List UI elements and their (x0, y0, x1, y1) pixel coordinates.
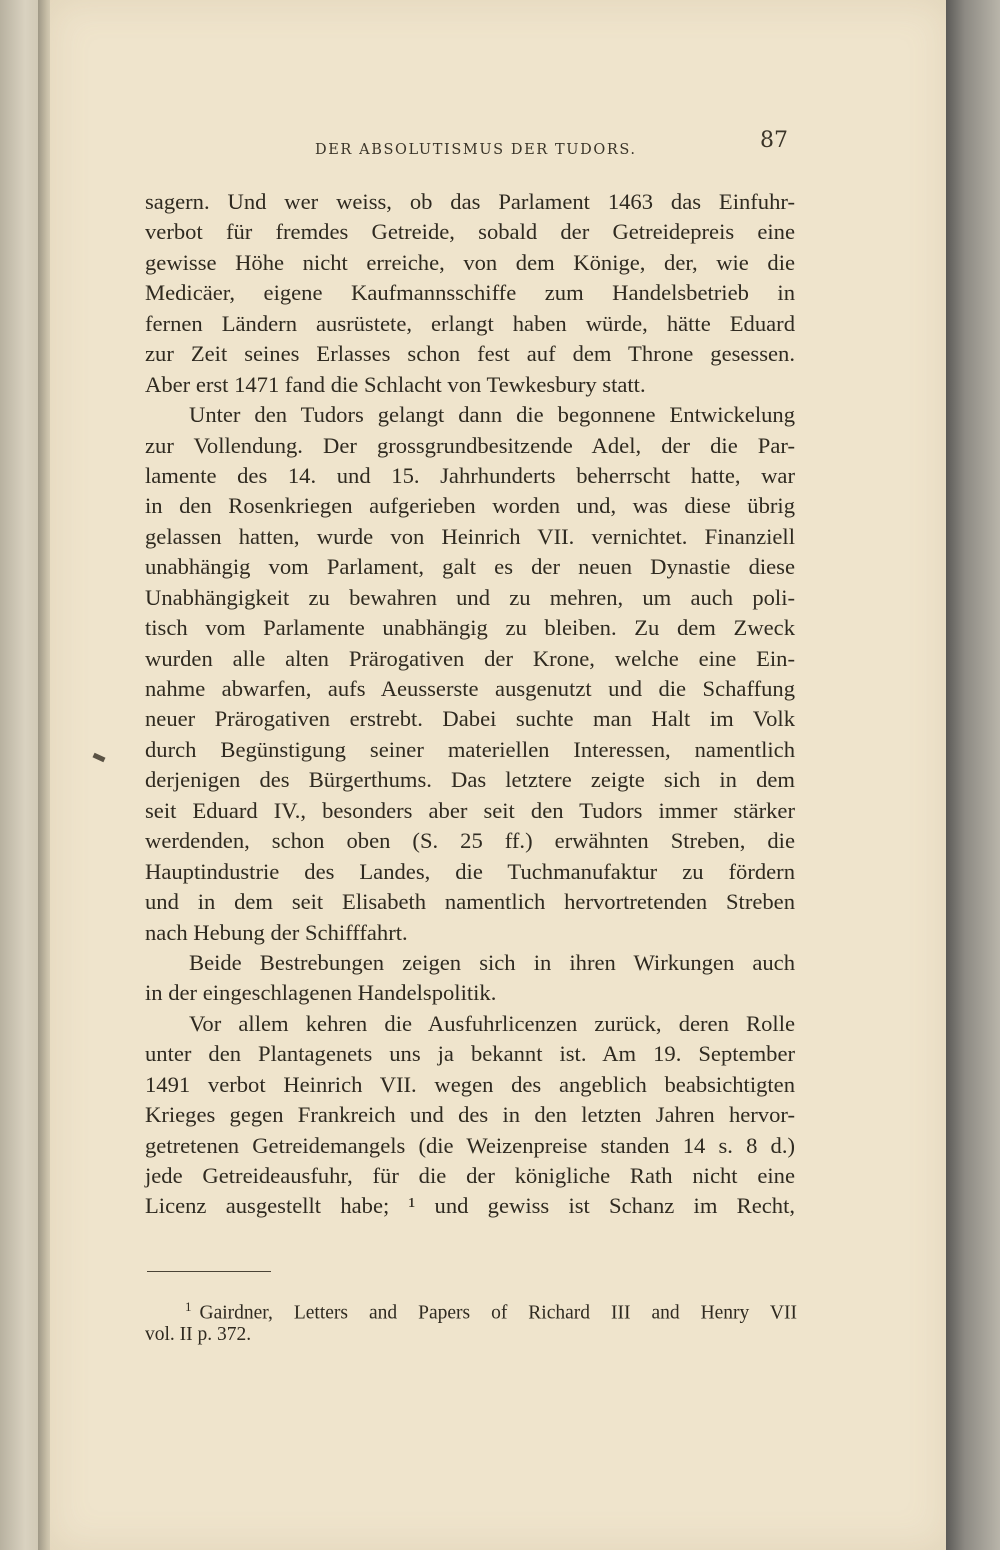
text-line: und in dem seit Elisabeth namentlich hervortretenden Streben (145, 889, 795, 915)
text-line: Unabhängigkeit zu bewahren und zu mehren, um auch poli- (145, 584, 795, 610)
text-line: gelassen hatten, wurde von Heinrich VII. vernichtet. Finanziell (145, 523, 795, 549)
text-line: Krieges gegen Frankreich und des in den letzten Jahren hervor- (145, 1102, 795, 1128)
text-line: werdenden, schon oben (S. 25 ff.) erwähnten Streben, die (145, 828, 795, 854)
text-line: Unter den Tudors gelangt dann die begonnene Entwickelung (189, 402, 795, 428)
footnote-line: vol. II p. 372. (145, 1324, 252, 1345)
page-number: 87 (760, 128, 788, 153)
text-line: Hauptindustrie des Landes, die Tuchmanufaktur zu fördern (145, 858, 795, 884)
text-line: zur Vollendung. Der grossgrundbesitzende Adel, der die Par- (145, 432, 795, 458)
page-stack-edge (946, 0, 1000, 1550)
text-line: tisch vom Parlamente unabhängig zu bleiben. Zu dem Zweck (145, 615, 795, 641)
text-line: unabhängig vom Parlament, galt es der neuen Dynastie diese (145, 554, 795, 580)
text-line: Licenz ausgestellt habe; ¹ und gewiss ist Schanz im Recht, (145, 1193, 795, 1219)
text-line: Beide Bestrebungen zeigen sich in ihren Wirkungen auch (189, 949, 795, 975)
footnote-text: Gairdner, Letters and Papers of Richard III and Henry VII (199, 1302, 797, 1324)
text-line: neuer Prärogativen erstrebt. Dabei suchte man Halt im Volk (145, 706, 795, 732)
running-head: DER ABSOLUTISMUS DER TUDORS. (315, 142, 637, 158)
footnote-line (145, 1293, 797, 1324)
text-line: derjenigen des Bürgerthums. Das letztere zeigte sich in dem (145, 767, 795, 793)
left-page-edge (0, 0, 42, 1550)
text-line: Aber erst 1471 fand die Schlacht von Tewkesbury statt. (145, 371, 646, 397)
footnote (145, 1293, 797, 1349)
text-line: sagern. Und wer weiss, ob das Parlament 1463 das Einfuhr- (145, 189, 795, 214)
text-line: in der eingeschlagenen Handelspolitik. (145, 980, 497, 1006)
footnote-rule (147, 1271, 271, 1272)
text-line: Vor allem kehren die Ausfuhrlicenzen zurück, deren Rolle (189, 1010, 795, 1036)
footnote-marker: 1 (185, 1299, 192, 1314)
text-line: in den Rosenkriegen aufgerieben worden und, was diese übrig (145, 493, 795, 519)
text-line: wurden alle alten Prärogativen der Krone, welche eine Ein- (145, 645, 795, 671)
text-line: jede Getreideausfuhr, für die der königliche Rath nicht eine (145, 1163, 795, 1188)
text-line: zur Zeit seines Erlasses schon fest auf dem Throne gesessen. (145, 341, 795, 367)
text-line: verbot für fremdes Getreide, sobald der Getreidepreis eine (145, 219, 795, 245)
body-text (145, 187, 795, 1222)
text-line: seit Eduard IV., besonders aber seit den Tudors immer stärker (145, 797, 795, 823)
text-line: Medicäer, eigene Kaufmannsschiffe zum Handelsbetrieb in (145, 280, 795, 306)
text-line: getretenen Getreidemangels (die Weizenpreise standen 14 s. 8 d.) (145, 1132, 795, 1158)
text-line: 1491 verbot Heinrich VII. wegen des angeblich beabsichtigten (145, 1071, 795, 1097)
text-line: lamente des 14. und 15. Jahrhunderts beherrscht hatte, war (145, 462, 795, 488)
text-line: gewisse Höhe nicht erreiche, von dem Könige, der, wie die (145, 249, 795, 275)
text-line: nach Hebung der Schifffahrt. (145, 919, 408, 945)
text-line: fernen Ländern ausrüstete, erlangt haben würde, hätte Eduard (145, 310, 795, 336)
text-line: nahme abwarfen, aufs Aeusserste ausgenutzt und die Schaffung (145, 676, 795, 701)
text-line: durch Begünstigung seiner materiellen Interessen, namentlich (145, 736, 795, 762)
text-line: unter den Plantagenets uns ja bekannt ist. Am 19. September (145, 1041, 795, 1067)
